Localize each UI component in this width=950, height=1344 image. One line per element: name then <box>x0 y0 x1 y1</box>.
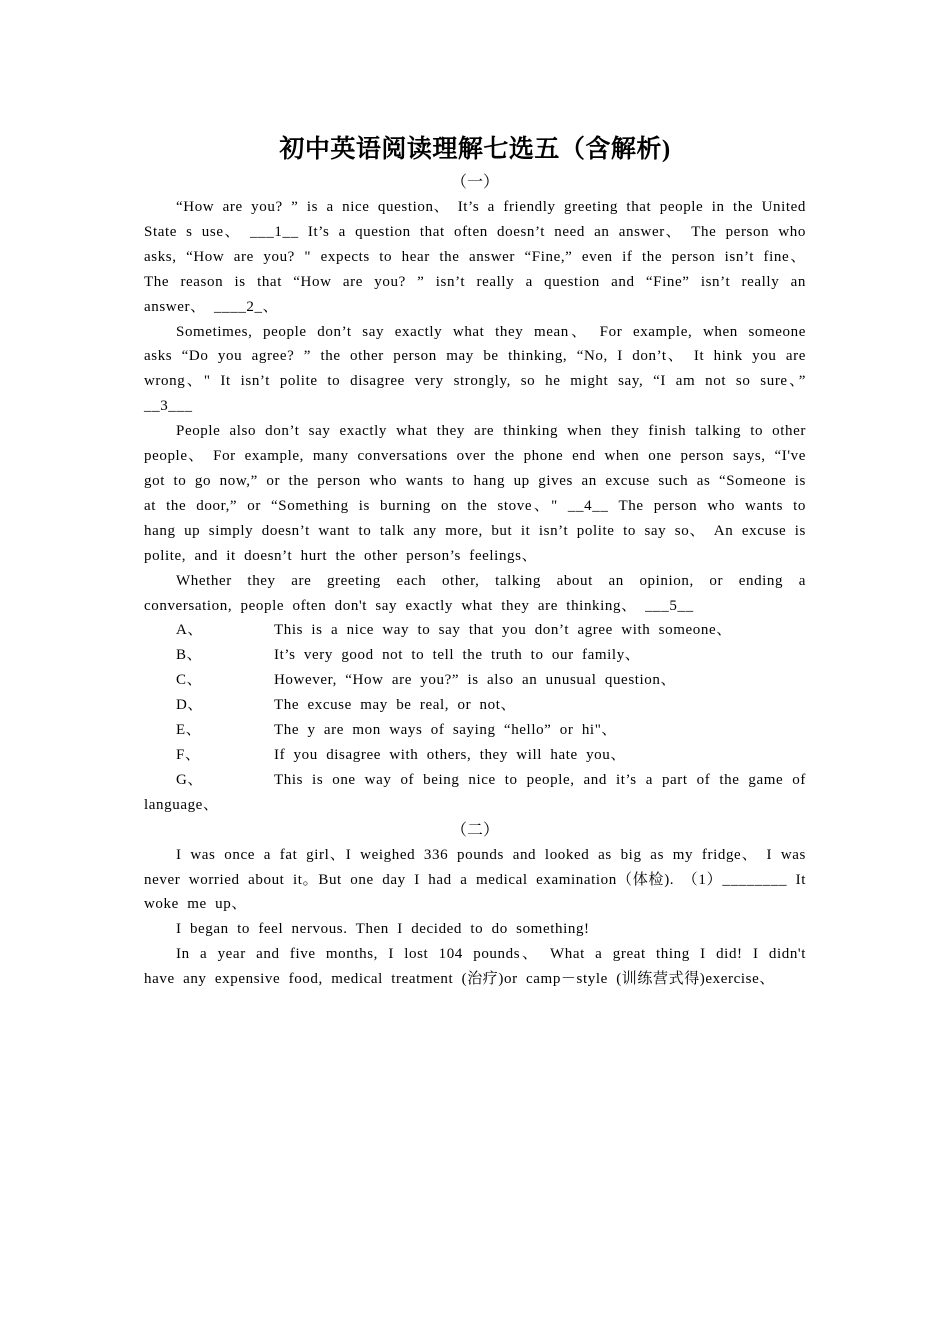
passage-one-paragraph: Whether they are greeting each other, talking about an opinion, or ending a conversation, people often don't say exactly what they are thinking、 ___5__ <box>144 572 806 614</box>
passage-one-heading: （一） <box>450 174 499 191</box>
option-letter: B、 <box>176 647 203 664</box>
passage-one-paragraph: “How are you? ” is a nice question、 It’s a friendly greeting that people in the United State s use、 ___1__ It’s a question that often doesn’t need an answer、 The person who asks, “How are you? " expects to hear the answer “Fine,” even if the person isn’t fine、 The reason is that “How are you? ” isn’t really a question and “Fine” isn’t really an answer、 ____2_、 <box>144 199 806 315</box>
option-g <box>144 768 806 818</box>
option-text: It’s very good not to tell the truth to our family、 <box>274 647 641 664</box>
option-letter: G、 <box>176 771 204 788</box>
passage-two <box>144 818 806 992</box>
option-text: This is one way of being nice to people, and it’s a part of the game of language、 <box>144 771 806 813</box>
passage-one <box>144 170 806 818</box>
passage-two-paragraph: I was once a fat girl、I weighed 336 pounds and looked as big as my fridge、 I was never worried about it。But one day I had a medical examination（体检). （1）________ It woke me up、 <box>144 846 806 913</box>
option-letter: D、 <box>176 697 204 714</box>
passage-two-heading: （二） <box>450 821 499 839</box>
passage-one-paragraph: Sometimes, people don’t say exactly what they mean、 For example, when someone asks “Do you agree? ” the other person may be thinking, “No, I don’t、 It hink you are wrong、" It isn’t polite to disagree very strongly, so he might say, “I am not so sure、” __3___ <box>144 323 806 415</box>
option-letter: F、 <box>176 746 201 763</box>
passage-two-paragraph: I began to feel nervous. Then I decided to do something! <box>176 921 590 938</box>
answer-options <box>144 618 806 817</box>
option-text: The y are mon ways of saying “hello” or hi"、 <box>274 722 618 739</box>
option-text: However, “How are you?” is also an unusual question、 <box>274 672 677 689</box>
document-title: 初中英语阅读理解七选五（含解析) <box>279 136 671 163</box>
option-text: This is a nice way to say that you don’t agree with someone、 <box>274 622 732 639</box>
option-text: The excuse may be real, or not、 <box>274 697 517 714</box>
option-f <box>144 743 806 768</box>
option-c <box>144 668 806 693</box>
option-e <box>144 718 806 743</box>
option-b <box>144 643 806 668</box>
option-letter: C、 <box>176 672 203 689</box>
passage-two-paragraph: In a year and five months, I lost 104 pounds、 What a great thing I did! I didn't have any expensive food, medical treatment (治疗)or camp－style (训练营式得)exercise、 <box>144 946 806 988</box>
option-text: If you disagree with others, they will hate you、 <box>274 746 626 763</box>
passage-one-paragraph: People also don’t say exactly what they are thinking when they finish talking to other people、 For example, many conversations over the phone end when one person says, “I've got to go now,” or the person who wants to hang up gives an excuse such as “Someone is at the door,” or “Something is burning on the stove、" __4__ The person who wants to hang up simply doesn’t want to talk any more, but it isn’t polite to say so、 An excuse is polite, and it doesn’t hurt the other person’s feelings、 <box>144 423 806 564</box>
option-d <box>144 693 806 718</box>
document-body <box>144 130 806 992</box>
option-a <box>144 618 806 643</box>
option-letter: A、 <box>176 622 204 639</box>
option-letter: E、 <box>176 722 202 739</box>
